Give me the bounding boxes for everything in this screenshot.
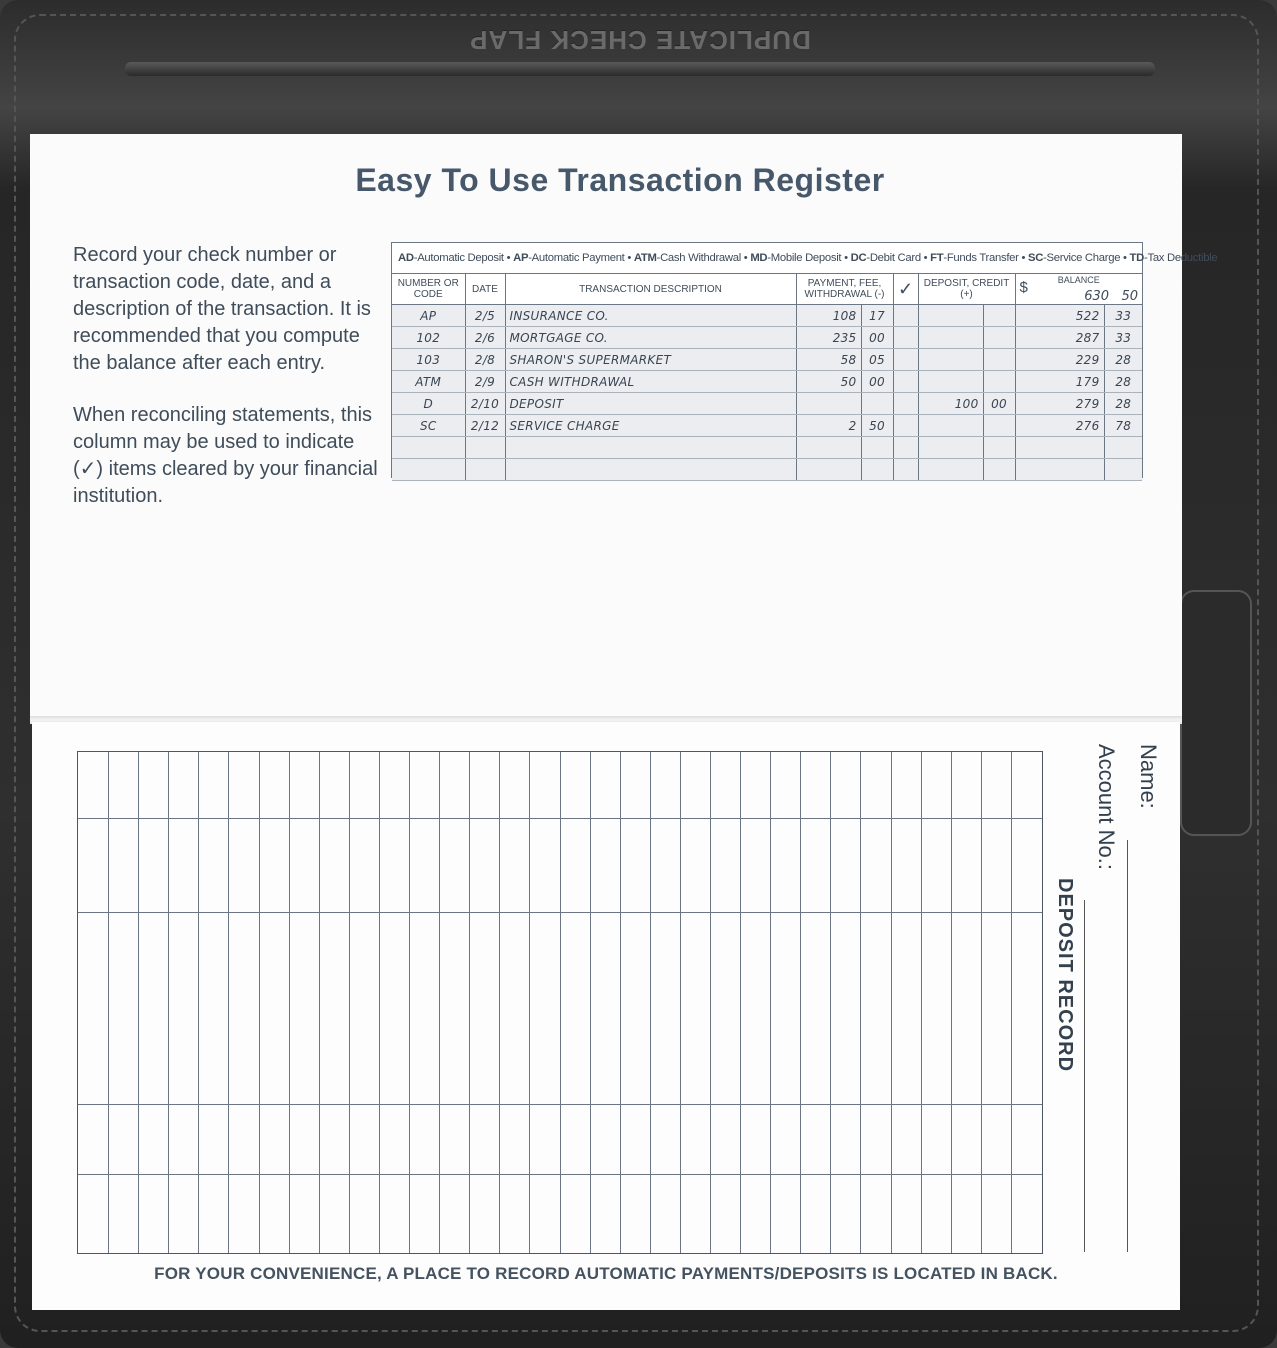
legend-item: TD-Tax Deductible <box>1129 252 1218 264</box>
grid-column-line <box>349 752 350 1253</box>
cell-pay-c: 00 <box>861 371 893 393</box>
cell-dep-d <box>918 459 983 481</box>
name-field-line[interactable] <box>1127 840 1128 1252</box>
cell-code: 102 <box>392 327 465 349</box>
legend-description: Automatic Payment <box>531 252 625 264</box>
cell-bal-d: 522 <box>1015 305 1104 327</box>
cell-bal-d: 276 <box>1015 415 1104 437</box>
account-number-field-line[interactable] <box>1084 900 1085 1252</box>
legend-code: ATM <box>633 252 657 264</box>
cell-dep-c <box>983 371 1015 393</box>
header-payment: PAYMENT, FEE, WITHDRAWAL (-) <box>796 274 893 305</box>
grid-frame <box>77 751 1043 1254</box>
legend-description: Funds Transfer <box>946 252 1019 264</box>
legend-item: DC-Debit Card • <box>850 252 931 264</box>
cell-pay-d: 58 <box>796 349 861 371</box>
grid-column-line <box>921 752 922 1253</box>
cell-check <box>893 371 918 393</box>
cell-dep-d <box>918 327 983 349</box>
cell-bal-d: 179 <box>1015 371 1104 393</box>
dollar-sign: $ <box>1019 279 1028 296</box>
grid-column-line <box>138 752 139 1253</box>
register-row <box>392 349 1142 371</box>
legend-description: Tax Deductible <box>1147 252 1218 264</box>
grid-column-line <box>951 752 952 1253</box>
grid-column-line <box>319 752 320 1253</box>
grid-column-line <box>168 752 169 1253</box>
cell-code: ATM <box>392 371 465 393</box>
cell-dep-d <box>918 437 983 459</box>
grid-column-line <box>469 752 470 1253</box>
cell-date <box>465 437 505 459</box>
cell-pay-c <box>861 437 893 459</box>
grid-row-line <box>78 1104 1042 1105</box>
cell-pay-c <box>861 459 893 481</box>
cell-check <box>893 327 918 349</box>
cell-desc: SHARON'S SUPERMARKET <box>505 349 796 371</box>
cell-desc: MORTGAGE CO. <box>505 327 796 349</box>
grid-column-line <box>620 752 621 1253</box>
cell-check <box>893 393 918 415</box>
cell-desc: SERVICE CHARGE <box>505 415 796 437</box>
legend-code: MD <box>750 252 768 264</box>
grid-column-line <box>560 752 561 1253</box>
header-number: NUMBER OR CODE <box>392 274 465 305</box>
cell-dep-d <box>918 371 983 393</box>
cell-pay-c: 05 <box>861 349 893 371</box>
grid-column-line <box>289 752 290 1253</box>
header-balance <box>1015 274 1142 305</box>
cell-check <box>893 415 918 437</box>
grid-column-line <box>740 752 741 1253</box>
grid-column-line <box>409 752 410 1253</box>
cell-desc: DEPOSIT <box>505 393 796 415</box>
deposit-record-title: DEPOSIT RECORD <box>1054 878 1076 1073</box>
legend-item: ATM-Cash Withdrawal • <box>633 252 751 264</box>
legend-item: AP-Automatic Payment • <box>513 252 634 264</box>
instructions <box>73 242 383 535</box>
cover-pocket-tab <box>1180 590 1252 836</box>
cell-bal-c <box>1104 437 1142 459</box>
legend-description: Automatic Deposit <box>417 252 504 264</box>
legend-code: AD <box>398 252 414 264</box>
legend-description: Cash Withdrawal <box>660 252 741 264</box>
cell-pay-d: 108 <box>796 305 861 327</box>
cell-code: SC <box>392 415 465 437</box>
cell-date: 2/5 <box>465 305 505 327</box>
cell-dep-c: 00 <box>983 393 1015 415</box>
grid-column-line <box>680 752 681 1253</box>
page-title: Easy To Use Transaction Register <box>355 162 885 198</box>
transaction-register-sample <box>391 242 1218 478</box>
header-date: DATE <box>465 274 505 305</box>
grid-column-line <box>650 752 651 1253</box>
flap-label: DUPLICATE CHECK FLAP <box>469 25 811 55</box>
cell-check <box>893 459 918 481</box>
cell-code: D <box>392 393 465 415</box>
register-row <box>392 459 1142 481</box>
cell-desc: INSURANCE CO. <box>505 305 796 327</box>
cell-dep-d <box>918 415 983 437</box>
grid-column-line <box>981 752 982 1253</box>
grid-column-line <box>259 752 260 1253</box>
flap-ridge <box>125 62 1155 76</box>
cell-check <box>893 437 918 459</box>
register-row <box>392 371 1142 393</box>
header-deposit: DEPOSIT, CREDIT (+) <box>918 274 1015 305</box>
cell-date: 2/9 <box>465 371 505 393</box>
cell-bal-d <box>1015 459 1104 481</box>
grid-column-line <box>379 752 380 1253</box>
legend-description: Service Charge <box>1046 252 1121 264</box>
footer-note: FOR YOUR CONVENIENCE, A PLACE TO RECORD AUTOMATIC PAYMENTS/DEPOSITS IS LOCATED IN BACK. <box>154 1264 1058 1283</box>
grid-column-line <box>770 752 771 1253</box>
grid-column-line <box>800 752 801 1253</box>
header-check: ✓ <box>893 274 918 305</box>
grid-column-line <box>1011 752 1012 1253</box>
cell-date: 2/10 <box>465 393 505 415</box>
cell-pay-c: 50 <box>861 415 893 437</box>
instructions-paragraph-1: Record your check number or transaction code, date, and a description of the transaction. It is recommended that you compute the balance after each entry. <box>73 244 371 374</box>
cell-bal-d <box>1015 437 1104 459</box>
grid-row-line <box>78 818 1042 819</box>
cell-bal-c <box>1104 459 1142 481</box>
cell-pay-d <box>796 437 861 459</box>
legend-item: SC-Service Charge • <box>1027 252 1130 264</box>
cell-dep-c <box>983 415 1015 437</box>
cell-pay-d: 2 <box>796 415 861 437</box>
cell-pay-c: 00 <box>861 327 893 349</box>
starting-balance-cents: 50 <box>1121 289 1139 304</box>
legend-code: SC <box>1027 252 1044 264</box>
instructions-paragraph-2: When reconciling statements, this column may be used to indicate (✓) items cleared by your financial institution. <box>73 404 378 507</box>
cell-pay-d <box>796 393 861 415</box>
grid-row-line <box>78 1174 1042 1175</box>
grid-column-line <box>590 752 591 1253</box>
grid-column-line <box>198 752 199 1253</box>
cell-check <box>893 349 918 371</box>
legend-code: DC <box>850 252 867 264</box>
cell-date <box>465 459 505 481</box>
grid-column-line <box>860 752 861 1253</box>
register-row <box>392 305 1142 327</box>
grid-column-line <box>108 752 109 1253</box>
register-row <box>392 393 1142 415</box>
cell-desc <box>505 459 796 481</box>
cell-code: 103 <box>392 349 465 371</box>
code-legend <box>392 243 1218 274</box>
cell-dep-d <box>918 305 983 327</box>
deposit-record-grid <box>77 751 1043 1254</box>
register-row <box>392 415 1142 437</box>
legend-code: TD <box>1129 252 1144 264</box>
cell-dep-c <box>983 327 1015 349</box>
cell-date: 2/8 <box>465 349 505 371</box>
grid-row-line <box>78 912 1042 913</box>
cell-pay-d: 50 <box>796 371 861 393</box>
legend-item: AD-Automatic Deposit • <box>398 252 514 264</box>
register-row <box>392 437 1142 459</box>
cell-pay-c: 17 <box>861 305 893 327</box>
register-table <box>392 274 1142 481</box>
cell-dep-d: 100 <box>918 393 983 415</box>
cell-bal-c: 78 <box>1104 415 1142 437</box>
balance-label: BALANCE <box>1057 275 1100 285</box>
legend-code: AP <box>513 252 529 264</box>
header-description: TRANSACTION DESCRIPTION <box>505 274 796 305</box>
cell-code <box>392 437 465 459</box>
grid-column-line <box>529 752 530 1253</box>
cell-pay-d <box>796 459 861 481</box>
register-row <box>392 327 1142 349</box>
legend-code: FT <box>930 252 944 264</box>
cell-date: 2/6 <box>465 327 505 349</box>
legend-description: Mobile Deposit <box>770 252 842 264</box>
cell-bal-d: 229 <box>1015 349 1104 371</box>
cell-dep-c <box>983 437 1015 459</box>
account-number-label: Account No.: <box>1094 744 1119 870</box>
cell-bal-d: 279 <box>1015 393 1104 415</box>
grid-column-line <box>228 752 229 1253</box>
cell-code <box>392 459 465 481</box>
cell-dep-c <box>983 459 1015 481</box>
cell-bal-c: 33 <box>1104 305 1142 327</box>
cell-desc <box>505 437 796 459</box>
cell-dep-d <box>918 349 983 371</box>
cell-bal-c: 28 <box>1104 349 1142 371</box>
cell-pay-c <box>861 393 893 415</box>
cell-dep-c <box>983 349 1015 371</box>
legend-description: Debit Card <box>869 252 921 264</box>
cell-code: AP <box>392 305 465 327</box>
name-label: Name: <box>1136 744 1161 809</box>
starting-balance <box>1084 291 1138 302</box>
legend-item: FT-Funds Transfer • <box>930 252 1028 264</box>
cell-bal-c: 28 <box>1104 393 1142 415</box>
cell-dep-c <box>983 305 1015 327</box>
grid-column-line <box>830 752 831 1253</box>
cell-date: 2/12 <box>465 415 505 437</box>
starting-balance-dollars: 630 <box>1084 289 1110 304</box>
cell-desc: CASH WITHDRAWAL <box>505 371 796 393</box>
cell-bal-d: 287 <box>1015 327 1104 349</box>
cell-bal-c: 33 <box>1104 327 1142 349</box>
grid-column-line <box>499 752 500 1253</box>
grid-column-line <box>439 752 440 1253</box>
cell-pay-d: 235 <box>796 327 861 349</box>
cell-bal-c: 28 <box>1104 371 1142 393</box>
cell-check <box>893 305 918 327</box>
grid-column-line <box>710 752 711 1253</box>
grid-column-line <box>891 752 892 1253</box>
legend-item: MD-Mobile Deposit • <box>750 252 851 264</box>
